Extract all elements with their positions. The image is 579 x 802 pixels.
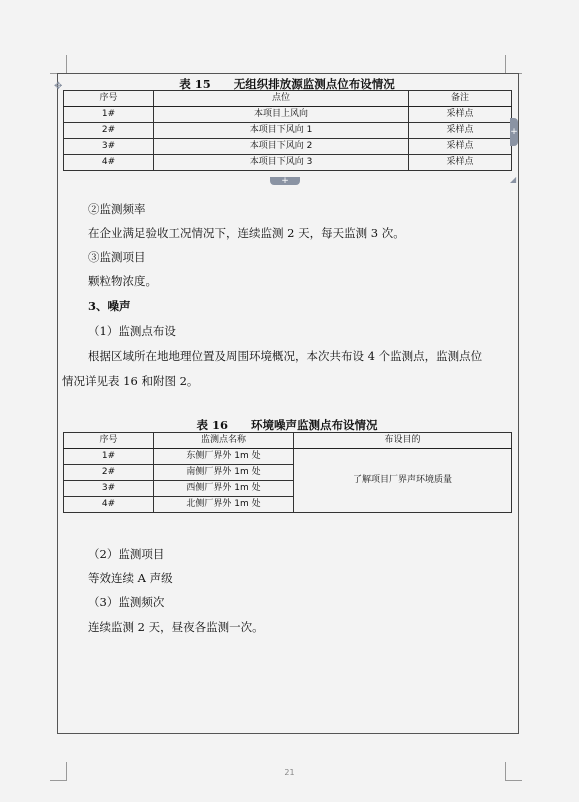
section-noise-heading: 3、噪声 xyxy=(88,299,131,313)
table-row xyxy=(64,123,512,139)
table-cell: 采样点 xyxy=(409,123,512,139)
table16-caption: 表 16 环境噪声监测点布设情况 xyxy=(196,418,378,432)
table-cell: 采样点 xyxy=(409,139,512,155)
table-cell: 西侧厂界外 1m 处 xyxy=(154,481,294,497)
paragraph-items-heading: ③监测项目 xyxy=(88,250,146,264)
table-row xyxy=(64,449,512,465)
crop-mark-top-left xyxy=(50,55,67,74)
add-column-plus-icon[interactable]: + xyxy=(510,118,518,146)
table-cell: 北侧厂界外 1m 处 xyxy=(154,497,294,513)
table-cell: 采样点 xyxy=(409,155,512,171)
paragraph-freq-text: 在企业满足验收工况情况下，连续监测 2 天，每天监测 3 次。 xyxy=(88,226,405,240)
table16 xyxy=(63,432,512,513)
paragraph-noise-freq: 连续监测 2 天，昼夜各监测一次。 xyxy=(88,620,264,634)
table15-header-index: 序号 xyxy=(64,91,154,107)
table16-header-purpose: 布设目的 xyxy=(294,433,512,449)
table-cell: 本项目下风向 1 xyxy=(154,123,409,139)
page-number: 21 xyxy=(284,768,295,777)
table-cell: 1# xyxy=(64,107,154,123)
table-cell: 4# xyxy=(64,155,154,171)
table-cell: 本项目下风向 3 xyxy=(154,155,409,171)
crop-mark-top-right xyxy=(505,55,522,74)
paragraph-noise-text-line1: 根据区域所在地地理位置及周围环境概况，本次共布设 4 个监测点，监测点位 xyxy=(88,349,483,363)
table-cell: 3# xyxy=(64,139,154,155)
table-cell: 2# xyxy=(64,465,154,481)
table-cell: 采样点 xyxy=(409,107,512,123)
add-row-plus-icon[interactable]: + xyxy=(270,177,300,185)
table-row xyxy=(64,139,512,155)
table-row xyxy=(64,107,512,123)
paragraph-noise-sub3: （3）监测频次 xyxy=(88,595,165,609)
paragraph-noise-text-line2: 情况详见表 16 和附图 2。 xyxy=(62,374,199,388)
table15 xyxy=(63,90,512,171)
table-cell: 1# xyxy=(64,449,154,465)
table-cell: 东侧厂界外 1m 处 xyxy=(154,449,294,465)
table-cell: 2# xyxy=(64,123,154,139)
table-cell: 南侧厂界外 1m 处 xyxy=(154,465,294,481)
table15-header-point: 点位 xyxy=(154,91,409,107)
table-cell: 3# xyxy=(64,481,154,497)
table-cell: 本项目上风向 xyxy=(154,107,409,123)
table16-header-name: 监测点名称 xyxy=(154,433,294,449)
table16-purpose-cell: 了解项目厂界声环境质量 xyxy=(294,449,512,513)
table-cell: 4# xyxy=(64,497,154,513)
paragraph-items-text: 颗粒物浓度。 xyxy=(88,274,157,288)
table-resize-icon[interactable]: ◢ xyxy=(510,175,517,184)
table-cell: 本项目下风向 2 xyxy=(154,139,409,155)
table-row xyxy=(64,155,512,171)
paragraph-noise-sub1: （1）监测点布设 xyxy=(88,324,176,338)
paragraph-freq-heading: ②监测频率 xyxy=(88,202,146,216)
table16-header-index: 序号 xyxy=(64,433,154,449)
paragraph-noise-items: 等效连续 A 声级 xyxy=(88,571,173,585)
table15-caption: 表 15 无组织排放源监测点位布设情况 xyxy=(179,77,395,91)
table15-header-remark: 备注 xyxy=(409,91,512,107)
table-move-handle-icon[interactable]: ✥ xyxy=(54,81,63,92)
paragraph-noise-sub2: （2）监测项目 xyxy=(88,547,165,561)
